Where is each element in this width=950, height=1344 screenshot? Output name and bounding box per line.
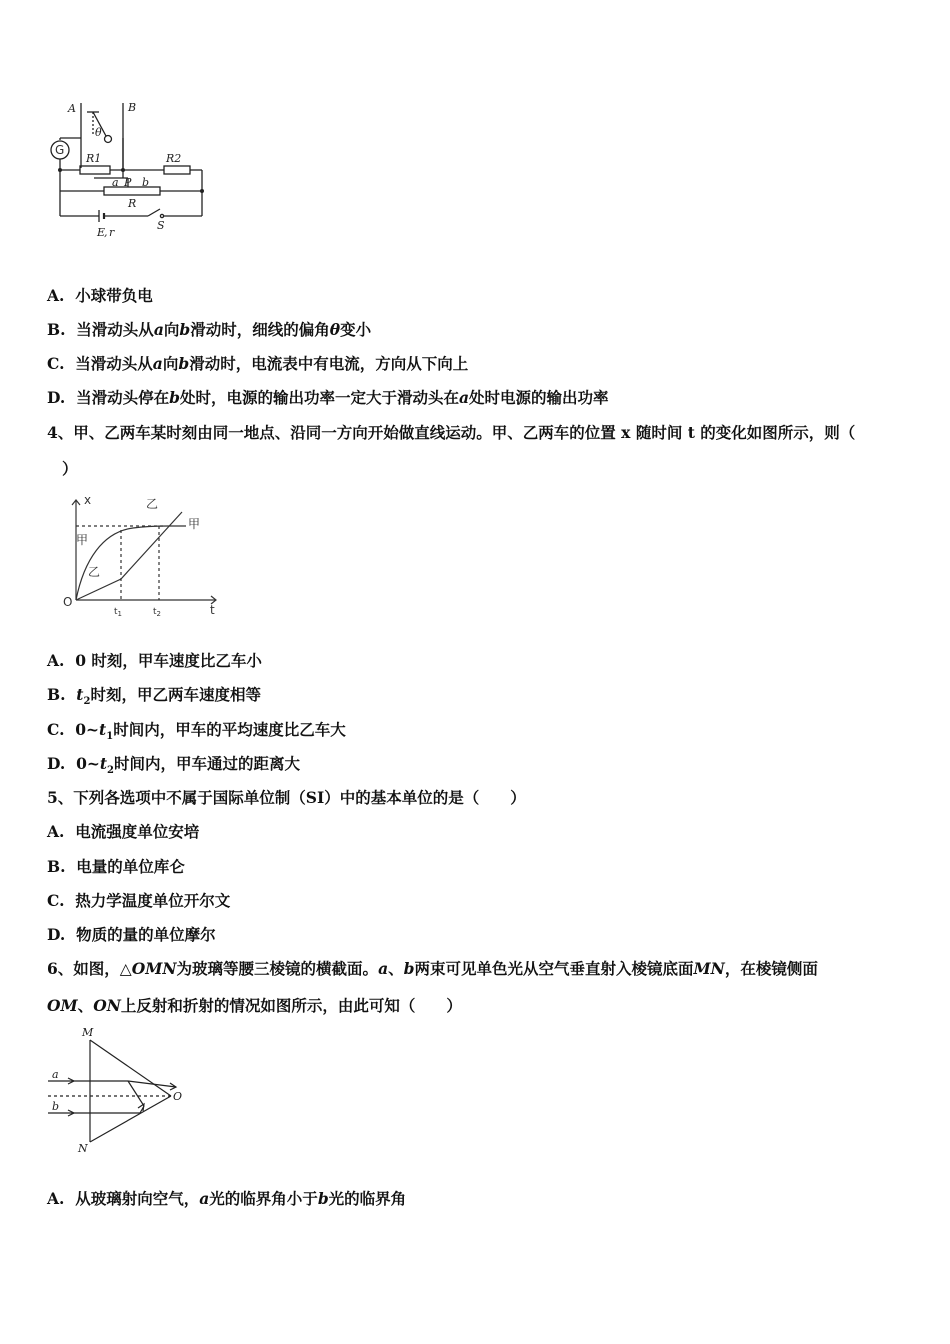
label-O: O <box>173 1090 183 1103</box>
label-R2: R2 <box>166 152 182 165</box>
label-yi-top: 乙 <box>146 497 159 511</box>
q5-option-b: B. 电量的单位库仑 <box>47 857 185 876</box>
label-yi-left: 乙 <box>88 565 101 579</box>
q4-option-c: C. $0\sim t_1$时间内，甲车的平均速度比乙车大 <box>47 720 346 743</box>
label-P: P <box>124 176 132 189</box>
label-R: R <box>128 197 137 210</box>
label-jia-left: 甲 <box>76 533 89 547</box>
q5-option-a: A. 电流强度单位安培 <box>47 822 200 841</box>
q5-stem: 5、下列各选项中不属于国际单位制（SI）中的基本单位的是（ ） <box>47 788 526 807</box>
label-jia-right: 甲 <box>188 517 201 531</box>
prism-diagram <box>44 1024 194 1159</box>
q6-stem-line2: OM、ON上反射和折射的情况如图所示，由此可知（ ） <box>47 996 462 1015</box>
tick-t2: $t_2$ <box>153 607 161 618</box>
circuit-diagram <box>44 98 214 243</box>
label-ray-b: b <box>52 1100 60 1113</box>
label-r: r <box>109 226 115 239</box>
q4-option-a: A. 0 时刻，甲车速度比乙车小 <box>47 651 262 670</box>
label-R1: R1 <box>86 152 102 165</box>
q4-stem-line2: ） <box>62 459 78 478</box>
galvanometer-icon: G <box>55 143 65 157</box>
q3-option-c: C. 当滑动头从a向b滑动时，电流表中有电流，方向从下向上 <box>47 354 469 373</box>
q4-option-d: D. $0\sim t_2$时间内，甲车通过的距离大 <box>47 754 301 777</box>
q5-option-c: C. 热力学温度单位开尔文 <box>47 891 231 910</box>
q6-stem-line1: 6、如图，△OMN为玻璃等腰三棱镜的横截面。a、b两束可见单色光从空气垂直射入棱镜底面MN，在棱镜侧面 <box>47 959 818 978</box>
q3-option-b: B. 当滑动头从a向b滑动时，细线的偏角θ变小 <box>47 320 372 339</box>
svg-text:,: , <box>104 226 108 239</box>
tick-t1: $t_1$ <box>114 607 122 618</box>
q3-option-a: A. 小球带负电 <box>47 286 153 305</box>
q3-option-d: D. 当滑动头停在b处时，电源的输出功率一定大于滑动头在a处时电源的输出功率 <box>47 388 609 407</box>
label-E: E <box>97 226 106 239</box>
axis-t-label: t <box>210 603 215 617</box>
q4-stem-line1: 4、甲、乙两车某时刻由同一地点、沿同一方向开始做直线运动。甲、乙两车的位置 x 随时间 t 的变化如图所示，则（ <box>47 423 856 442</box>
label-B: B <box>128 101 137 114</box>
label-M: M <box>82 1026 94 1039</box>
label-ray-a: a <box>52 1068 59 1081</box>
label-a: a <box>112 176 119 189</box>
q4-option-b: B. $t_2$时刻，甲乙两车速度相等 <box>47 685 261 708</box>
label-theta: θ <box>95 126 102 139</box>
label-N: N <box>78 1142 88 1155</box>
q6-option-a: A. 从玻璃射向空气，a光的临界角小于b光的临界角 <box>47 1189 407 1208</box>
axis-x-label: x <box>84 493 92 507</box>
label-b: b <box>142 176 150 189</box>
q5-option-d: D. 物质的量的单位摩尔 <box>47 925 216 944</box>
label-S: S <box>157 219 165 232</box>
label-A: A <box>68 102 76 115</box>
xt-graph <box>58 490 228 620</box>
origin-label: O <box>63 595 73 609</box>
